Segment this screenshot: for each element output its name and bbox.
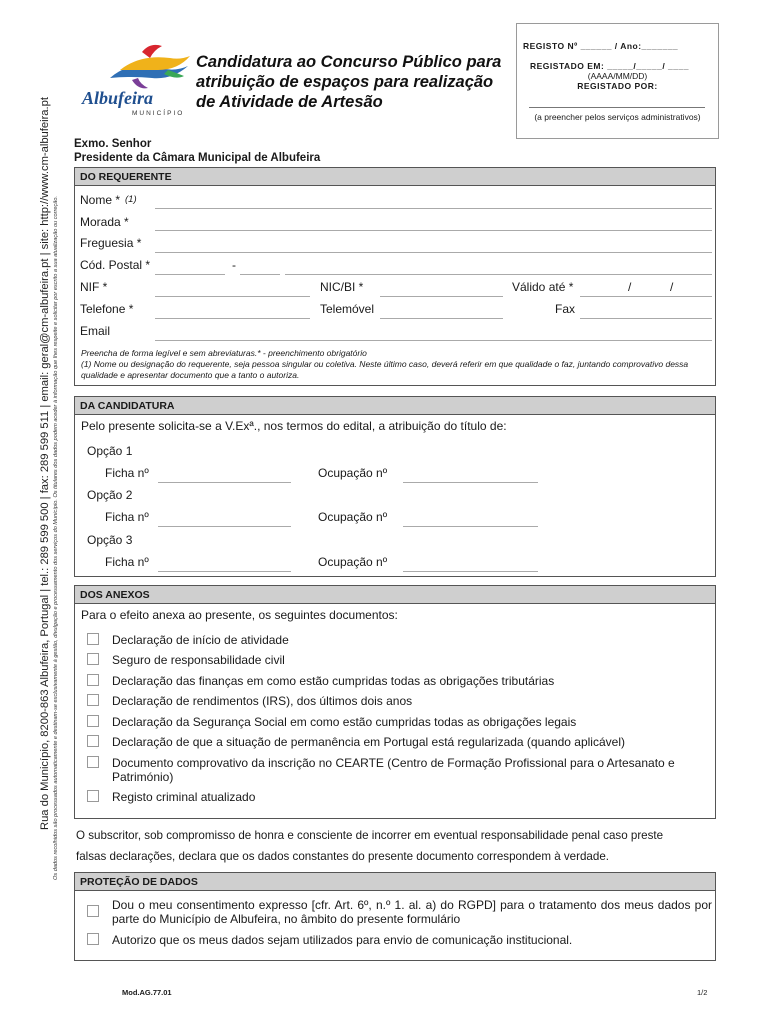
option-3-ficha-label: Ficha nº [105, 555, 149, 569]
nif-field[interactable] [155, 296, 310, 297]
option-2-ficha-field[interactable] [158, 526, 291, 527]
anexo-checkbox-6[interactable] [87, 735, 99, 747]
addressee-salutation: Exmo. Senhor [74, 138, 152, 150]
registry-box [516, 23, 719, 139]
freguesia-label: Freguesia * [80, 236, 142, 250]
registry-note: (a preencher pelos serviços administrativos) [534, 112, 701, 122]
option-2-ocupacao-label: Ocupação nº [318, 510, 388, 524]
fax-label: Fax [555, 302, 576, 316]
consent-item-1: Dou o meu consentimento expresso [cfr. Art. 6º, n.º 1. al. a) do RGPD] para o tratamento dos meus dados por parte do Município de Albufeira, no âmbito do presente formulário [112, 898, 712, 926]
email-field[interactable] [155, 340, 712, 341]
morada-field[interactable] [155, 230, 712, 231]
anexo-item-8: Registo criminal atualizado [112, 790, 256, 804]
anexo-item-2: Seguro de responsabilidade civil [112, 653, 285, 667]
logo-name: Albufeira [82, 88, 154, 108]
telefone-field[interactable] [155, 318, 310, 319]
valido-label: Válido até * [512, 280, 574, 294]
option-2-ficha-label: Ficha nº [105, 510, 149, 524]
option-2-ocupacao-field[interactable] [403, 526, 538, 527]
section-requerente [74, 186, 716, 386]
section-header-candidatura: DA CANDIDATURA [74, 396, 716, 415]
consent-checkbox-2[interactable] [87, 933, 99, 945]
option-3-ficha-field[interactable] [158, 571, 291, 572]
section-header-requerente: DO REQUERENTE [74, 167, 716, 186]
logo-subtitle: MUNICÍPIO [132, 110, 185, 117]
localidade-field[interactable] [285, 274, 712, 275]
cod-postal-label: Cód. Postal * [80, 258, 151, 272]
nome-field[interactable] [155, 208, 712, 209]
anexo-checkbox-7[interactable] [87, 756, 99, 768]
option-3-ocupacao-field[interactable] [403, 571, 538, 572]
cod-postal-field-1[interactable] [155, 274, 225, 275]
section-anexos [74, 604, 716, 819]
valido-slash-1: / [628, 280, 632, 294]
anexo-item-6: Declaração de que a situação de permanência em Portugal está regularizada (quando aplicável) [112, 735, 625, 749]
section-protecao [74, 891, 716, 961]
option-1-ficha-field[interactable] [158, 482, 291, 483]
anexo-item-7: Documento comprovativo da inscrição no CEARTE (Centro de Formação Profissional para o Artesanato e Património) [112, 756, 675, 784]
anexo-item-3: Declaração das finanças em como estão cumpridas todas as obrigações tributárias [112, 674, 555, 688]
option-1-label: Opção 1 [87, 444, 133, 458]
telefone-label: Telefone * [80, 302, 134, 316]
section-header-protecao: PROTEÇÃO DE DADOS [74, 872, 716, 891]
registry-date-format: (AAAA/MM/DD) [587, 71, 648, 81]
addressee-title: Presidente da Câmara Municipal de Albufeira [74, 152, 321, 164]
email-label: Email [80, 324, 111, 338]
anexo-item-5: Declaração da Segurança Social em como estão cumpridas todas as obrigações legais [112, 715, 577, 729]
anexo-item-1: Declaração de início de atividade [112, 633, 289, 647]
morada-label: Morada * [80, 215, 129, 229]
consent-checkbox-1[interactable] [87, 905, 99, 917]
registry-signature-line [529, 107, 705, 108]
registry-number: REGISTO Nº ______ / Ano:_______ [523, 41, 679, 51]
option-2-label: Opção 2 [87, 488, 133, 502]
nome-reference: (1) [125, 194, 137, 205]
form-code: Mod.AG.77.01 [122, 988, 172, 997]
registry-by: REGISTADO POR: [577, 81, 658, 91]
section-candidatura [74, 415, 716, 577]
municipality-logo [80, 40, 195, 120]
anexos-intro: Para o efeito anexa ao presente, os seguintes documentos: [81, 608, 398, 622]
page-title: Candidatura ao Concurso Público para atribuição de espaços para realização de Atividade de Artesão [196, 53, 502, 111]
anexo-checkbox-2[interactable] [87, 653, 99, 665]
telemovel-label: Telemóvel [320, 302, 375, 316]
anexo-checkbox-4[interactable] [87, 694, 99, 706]
nic-label: NIC/BI * [320, 280, 364, 294]
option-3-label: Opção 3 [87, 533, 133, 547]
requerente-note-1: Preencha de forma legível e sem abreviaturas.* - preenchimento obrigatório [81, 348, 367, 358]
consent-item-2: Autorizo que os meus dados sejam utilizados para envio de comunicação institucional. [112, 933, 573, 947]
registry-date: REGISTADO EM: _____/_____/ ____ [530, 61, 689, 71]
freguesia-field[interactable] [155, 252, 712, 253]
candidatura-intro: Pelo presente solicita-se a V.Exª., nos termos do edital, a atribuição do título de: [81, 419, 507, 433]
option-3-ocupacao-label: Ocupação nº [318, 555, 388, 569]
anexo-checkbox-1[interactable] [87, 633, 99, 645]
telemovel-field[interactable] [380, 318, 503, 319]
cod-postal-field-2[interactable] [240, 274, 280, 275]
declaration-line-2: falsas declarações, declara que os dados constantes do presente documento correspondem à verdade. [76, 850, 610, 863]
fax-field[interactable] [580, 318, 712, 319]
anexo-checkbox-3[interactable] [87, 674, 99, 686]
option-1-ficha-label: Ficha nº [105, 466, 149, 480]
nif-label: NIF * [80, 280, 108, 294]
sidebar-privacy-note: Os dados recolhidos são processados automaticamente e destinam-se exclusivamente à gestão, divulgação e processamento dos serviços do Município. Os titulares dos dados podem aceder à informação que lhes respeite e solicitar por escrito a sua atualização ou correção. [53, 195, 59, 880]
requerente-note-2: (1) Nome ou designação do requerente, seja pessoa singular ou coletiva. Neste último caso, deverá referir em que qualidade o faz, juntando comprovativo dessa qualidade e apresentar documento que a tanto o autoriza. [81, 359, 689, 380]
section-header-anexos: DOS ANEXOS [74, 585, 716, 604]
anexo-checkbox-5[interactable] [87, 715, 99, 727]
page-number: 1/2 [697, 988, 708, 997]
nome-label: Nome * [80, 193, 121, 207]
cod-postal-dash: - [232, 258, 236, 272]
valido-slash-2: / [670, 280, 674, 294]
anexo-item-4: Declaração de rendimentos (IRS), dos últimos dois anos [112, 694, 413, 708]
nic-field[interactable] [380, 296, 503, 297]
declaration-line-1: O subscritor, sob compromisso de honra e consciente de incorrer em eventual responsabilidade penal caso preste [76, 829, 664, 842]
option-1-ocupacao-field[interactable] [403, 482, 538, 483]
option-1-ocupacao-label: Ocupação nº [318, 466, 388, 480]
sidebar-address: Rua do Município, 8200-863 Albufeira, Portugal | tel.: 289 599 500 | fax: 289 599 511 | email: geral@cm-albufeira.pt | site: http://www.cm-albufeira.pt [39, 97, 51, 830]
anexo-checkbox-8[interactable] [87, 790, 99, 802]
valido-field[interactable] [580, 296, 712, 297]
